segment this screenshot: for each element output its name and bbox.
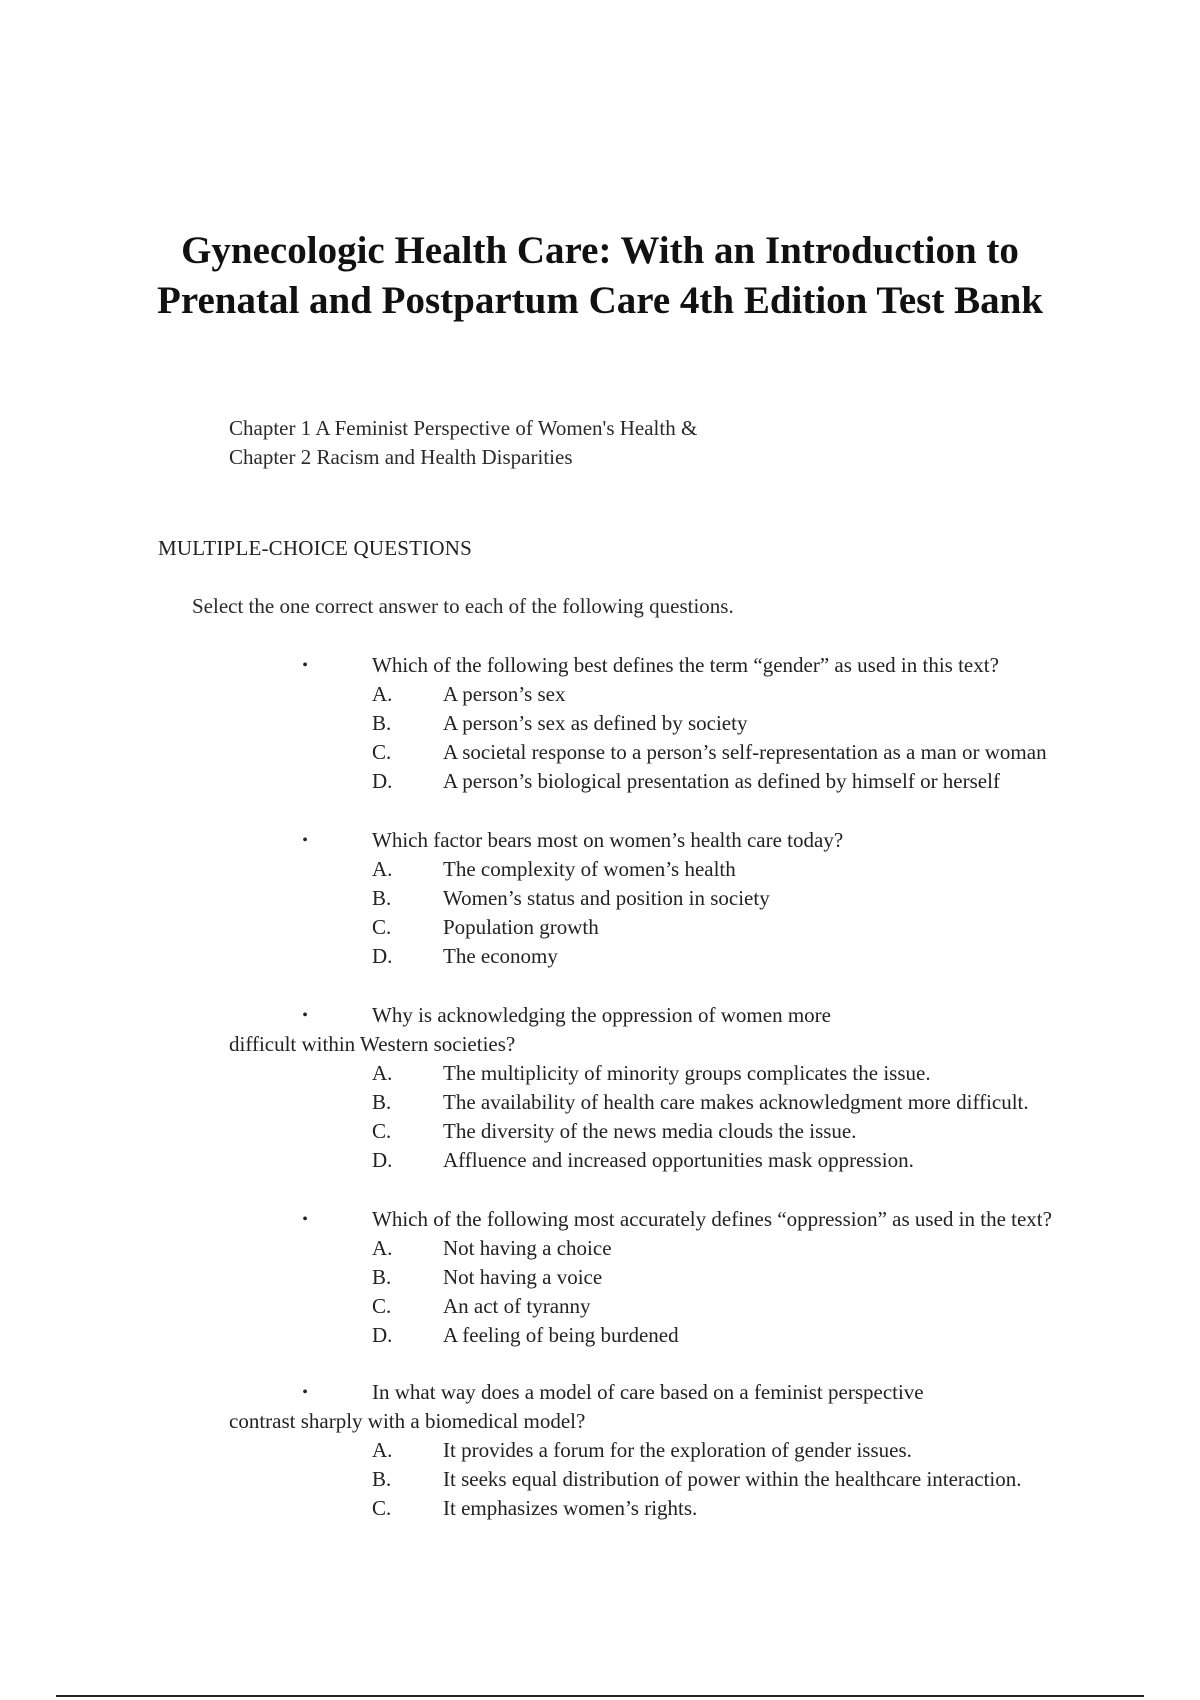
question-text-continuation: contrast sharply with a biomedical model? [229,1409,586,1433]
option-letter: D. [372,1323,393,1347]
answer-option [0,1321,1200,1350]
option-text: It provides a forum for the exploration of gender issues. [443,1438,912,1462]
option-text: Affluence and increased opportunities mask oppression. [443,1148,914,1172]
option-text: The economy [443,944,558,968]
answer-option [0,913,1200,942]
option-letter: C. [372,915,392,939]
chapter-line-1: Chapter 1 A Feminist Perspective of Women's Health & [229,416,698,440]
question-text: Which factor bears most on women’s health care today? [372,828,844,852]
option-letter: A. [372,682,393,706]
bullet-icon: • [302,1384,308,1401]
question-2 [0,826,1200,971]
question-5 [0,1378,1200,1523]
question-text-continuation: difficult within Western societies? [229,1032,516,1056]
chapter-line-2: Chapter 2 Racism and Health Disparities [229,445,573,469]
answer-option [0,767,1200,796]
answer-option [0,884,1200,913]
answer-option [0,1494,1200,1523]
bullet-icon: • [302,1007,308,1024]
option-text: A person’s sex as defined by society [443,711,748,735]
option-text: It seeks equal distribution of power within the healthcare interaction. [443,1467,1022,1491]
option-text: Not having a voice [443,1265,603,1289]
answer-option [0,1088,1200,1117]
chapter-list [229,414,697,472]
answer-option [0,1263,1200,1292]
option-text: The availability of health care makes acknowledgment more difficult. [443,1090,1029,1114]
option-letter: A. [372,1236,393,1260]
footer-divider [56,1695,1144,1697]
answer-option [0,1465,1200,1494]
question-3 [0,1001,1200,1175]
option-letter: A. [372,1438,393,1462]
answer-option [0,1117,1200,1146]
option-letter: C. [372,1119,392,1143]
question-4 [0,1205,1200,1350]
question-text: In what way does a model of care based on a feminist perspective [372,1380,924,1404]
option-text: A feeling of being burdened [443,1323,679,1347]
option-letter: A. [372,1061,393,1085]
answer-option [0,680,1200,709]
option-text: A person’s biological presentation as defined by himself or herself [443,769,1000,793]
option-letter: B. [372,1467,392,1491]
bullet-icon: • [302,1211,308,1228]
option-text: Not having a choice [443,1236,612,1260]
option-letter: D. [372,944,393,968]
question-text: Which of the following most accurately defines “oppression” as used in the text? [372,1207,1052,1231]
instructions-text: Select the one correct answer to each of the following questions. [192,594,734,618]
bullet-icon: • [302,657,308,674]
option-letter: D. [372,1148,393,1172]
question-text: Which of the following best defines the term “gender” as used in this text? [372,653,999,677]
answer-option [0,1146,1200,1175]
question-text: Why is acknowledging the oppression of women more [372,1003,831,1027]
title-line-2: Prenatal and Postpartum Care 4th Edition Test Bank [157,279,1043,322]
answer-option [0,942,1200,971]
document-title [100,226,1100,326]
option-text: The diversity of the news media clouds the issue. [443,1119,857,1143]
option-letter: B. [372,711,392,735]
option-letter: A. [372,857,393,881]
option-letter: C. [372,1496,392,1520]
option-letter: B. [372,886,392,910]
option-letter: B. [372,1090,392,1114]
bullet-icon: • [302,832,308,849]
option-text: Population growth [443,915,599,939]
answer-option [0,1234,1200,1263]
option-text: The multiplicity of minority groups complicates the issue. [443,1061,931,1085]
option-letter: D. [372,769,393,793]
answer-option [0,1436,1200,1465]
option-text: An act of tyranny [443,1294,591,1318]
section-heading: MULTIPLE-CHOICE QUESTIONS [158,536,472,560]
option-letter: C. [372,740,392,764]
answer-option [0,1292,1200,1321]
option-text: A person’s sex [443,682,566,706]
title-line-1: Gynecologic Health Care: With an Introduction to [181,229,1019,272]
question-1 [0,651,1200,796]
option-text: It emphasizes women’s rights. [443,1496,698,1520]
answer-option [0,738,1200,767]
answer-option [0,1059,1200,1088]
option-letter: B. [372,1265,392,1289]
answer-option [0,709,1200,738]
answer-option [0,855,1200,884]
option-text: The complexity of women’s health [443,857,736,881]
option-text: A societal response to a person’s self-representation as a man or woman [443,740,1047,764]
option-text: Women’s status and position in society [443,886,770,910]
option-letter: C. [372,1294,392,1318]
